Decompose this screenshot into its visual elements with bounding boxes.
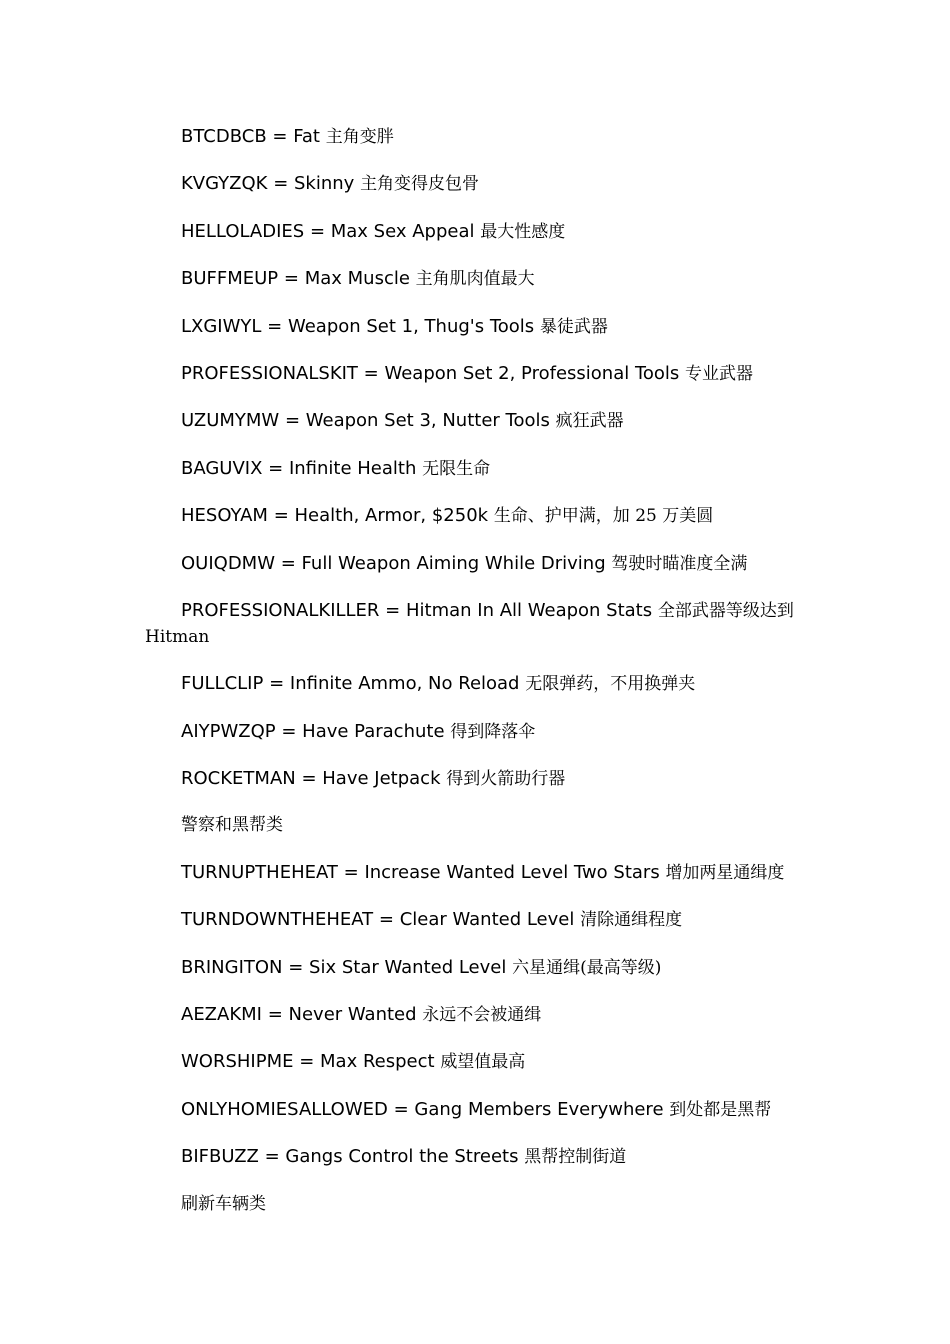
cheat-entry: AIYPWZQP = Have Parachute 得到降落伞 xyxy=(181,720,536,742)
cheat-code: BAGUVIX xyxy=(181,457,263,479)
cheat-effect: Have Jetpack xyxy=(322,768,441,790)
cheat-description-cn: 威望值最高 xyxy=(440,1052,526,1073)
cheat-effect: Infinite Health xyxy=(288,457,417,479)
cheat-code: TURNUPTHEHEAT xyxy=(181,861,338,883)
cheat-effect: Never Wanted xyxy=(288,1004,417,1026)
cheat-effect: Weapon Set 2, Professional Tools xyxy=(384,362,680,384)
cheat-entry: BRINGITON = Six Star Wanted Level 六星通缉(最高等级) xyxy=(181,956,662,978)
cheat-description-cn: 疯狂武器 xyxy=(555,411,624,432)
cheat-description-cn: 无限生命 xyxy=(422,458,491,479)
cheat-code: UZUMYMW xyxy=(181,410,280,432)
cheat-entry: KVGYZQK = Skinny 主角变得皮包骨 xyxy=(181,173,480,195)
cheat-description-cn: 黑帮控制街道 xyxy=(524,1147,627,1168)
cheat-entry: TURNUPTHEHEAT = Increase Wanted Level Two Stars 增加两星通缉度 xyxy=(181,861,785,883)
cheat-entry: BIFBUZZ = Gangs Control the Streets 黑帮控制街道 xyxy=(181,1146,627,1168)
cheat-entry: BUFFMEUP = Max Muscle 主角肌肉值最大 xyxy=(181,268,535,290)
cheat-code: BUFFMEUP xyxy=(181,268,279,290)
cheat-code: AEZAKMI xyxy=(181,1004,262,1026)
cheat-description-cn: 全部武器等级达到 Hitman xyxy=(145,600,794,647)
cheat-description-cn: 无限弹药，不用换弹夹 xyxy=(525,674,696,695)
cheat-description-cn: 六星通缉(最高等级) xyxy=(512,957,662,978)
cheat-effect: Skinny xyxy=(294,173,355,195)
cheat-effect: Have Parachute xyxy=(302,720,445,742)
cheat-effect: Fat xyxy=(293,126,320,147)
cheat-code: PROFESSIONALSKIT xyxy=(181,362,358,384)
cheat-effect: Max Sex Appeal xyxy=(330,220,475,242)
cheat-description-cn: 暴徒武器 xyxy=(539,316,608,337)
cheat-effect: Weapon Set 1, Thug's Tools xyxy=(287,315,535,337)
cheat-description-cn: 增加两星通缉度 xyxy=(665,862,785,883)
cheat-code: BTCDBCB xyxy=(181,126,267,147)
cheat-entry: FULLCLIP = Infinite Ammo, No Reload 无限弹药，不用换弹夹 xyxy=(181,673,696,695)
cheat-effect: Infinite Ammo, No Reload xyxy=(289,673,520,695)
cheat-effect: Max Respect xyxy=(320,1051,435,1073)
cheat-entry: PROFESSIONALKILLER = Hitman In All Weapon Stats 全部武器等级达到 Hitman xyxy=(145,599,794,647)
cheat-description-cn: 最大性感度 xyxy=(480,221,566,242)
cheat-code: TURNDOWNTHEHEAT xyxy=(181,909,374,931)
cheat-code: BIFBUZZ xyxy=(181,1146,259,1168)
document-body xyxy=(145,124,805,1238)
cheat-effect: Weapon Set 3, Nutter Tools xyxy=(305,410,550,432)
cheat-code: KVGYZQK xyxy=(181,173,268,195)
cheat-entry: TURNDOWNTHEHEAT = Clear Wanted Level 清除通缉程度 xyxy=(181,909,683,931)
cheat-code: PROFESSIONALKILLER xyxy=(181,599,380,621)
cheat-code: ONLYHOMIESALLOWED xyxy=(181,1098,388,1120)
cheat-effect: Health, Armor, $250k xyxy=(294,505,489,527)
cheat-entry: AEZAKMI = Never Wanted 永远不会被通缉 xyxy=(181,1004,542,1026)
cheat-description-cn: 得到火箭助行器 xyxy=(446,769,566,790)
section-heading-police-gang: 警察和黑帮类 xyxy=(181,815,283,836)
cheat-code: HESOYAM xyxy=(181,505,268,527)
cheat-code: BRINGITON xyxy=(181,956,283,978)
cheat-code: OUIQDMW xyxy=(181,552,276,574)
cheat-description-cn: 主角变胖 xyxy=(325,127,394,147)
cheat-entry: WORSHIPME = Max Respect 威望值最高 xyxy=(181,1051,526,1073)
cheat-entry: HESOYAM = Health, Armor, $250k 生命、护甲满，加 25 万美圆 xyxy=(181,505,714,527)
cheat-effect: Gang Members Everywhere xyxy=(414,1098,664,1120)
cheat-code: HELLOLADIES xyxy=(181,220,305,242)
cheat-description-cn: 驾驶时瞄准度全满 xyxy=(611,553,748,574)
cheat-entry: UZUMYMW = Weapon Set 3, Nutter Tools 疯狂武器 xyxy=(181,410,624,432)
cheat-effect: Clear Wanted Level xyxy=(399,909,575,931)
cheat-effect: Increase Wanted Level Two Stars xyxy=(364,861,660,883)
cheat-effect: Max Muscle xyxy=(304,268,410,290)
cheat-effect: Six Star Wanted Level xyxy=(309,956,507,978)
cheat-entry: BAGUVIX = Infinite Health 无限生命 xyxy=(181,457,491,479)
cheat-code: LXGIWYL xyxy=(181,315,262,337)
cheat-code: ROCKETMAN xyxy=(181,768,296,790)
cheat-description-cn: 清除通缉程度 xyxy=(580,910,683,931)
cheat-entry: ROCKETMAN = Have Jetpack 得到火箭助行器 xyxy=(181,768,566,790)
section-heading-vehicles: 刷新车辆类 xyxy=(181,1193,266,1214)
cheat-effect: Gangs Control the Streets xyxy=(285,1146,519,1168)
cheat-description-cn: 生命、护甲满，加 25 万美圆 xyxy=(493,506,714,527)
cheat-entry: LXGIWYL = Weapon Set 1, Thug's Tools 暴徒武器 xyxy=(181,315,608,337)
cheat-effect: Hitman In All Weapon Stats xyxy=(405,599,653,621)
cheat-entry: OUIQDMW = Full Weapon Aiming While Driving 驾驶时瞄准度全满 xyxy=(181,552,748,574)
cheat-entry: BTCDBCB = Fat 主角变胖 xyxy=(181,126,394,147)
cheat-entry: HELLOLADIES = Max Sex Appeal 最大性感度 xyxy=(181,220,566,242)
cheat-code: WORSHIPME xyxy=(181,1051,294,1073)
cheat-description-cn: 主角变得皮包骨 xyxy=(360,174,480,195)
cheat-description-cn: 永远不会被通缉 xyxy=(422,1005,542,1026)
cheat-description-cn: 得到降落伞 xyxy=(450,721,536,742)
cheat-description-cn: 主角肌肉值最大 xyxy=(415,269,535,290)
cheat-code: AIYPWZQP xyxy=(181,720,276,742)
cheat-description-cn: 到处都是黑帮 xyxy=(669,1099,772,1120)
cheat-effect: Full Weapon Aiming While Driving xyxy=(301,552,606,574)
cheat-entry: PROFESSIONALSKIT = Weapon Set 2, Professional Tools 专业武器 xyxy=(181,362,754,384)
cheat-description-cn: 专业武器 xyxy=(685,363,754,384)
cheat-entry: ONLYHOMIESALLOWED = Gang Members Everywhere 到处都是黑帮 xyxy=(181,1098,772,1120)
cheat-code: FULLCLIP xyxy=(181,673,264,695)
